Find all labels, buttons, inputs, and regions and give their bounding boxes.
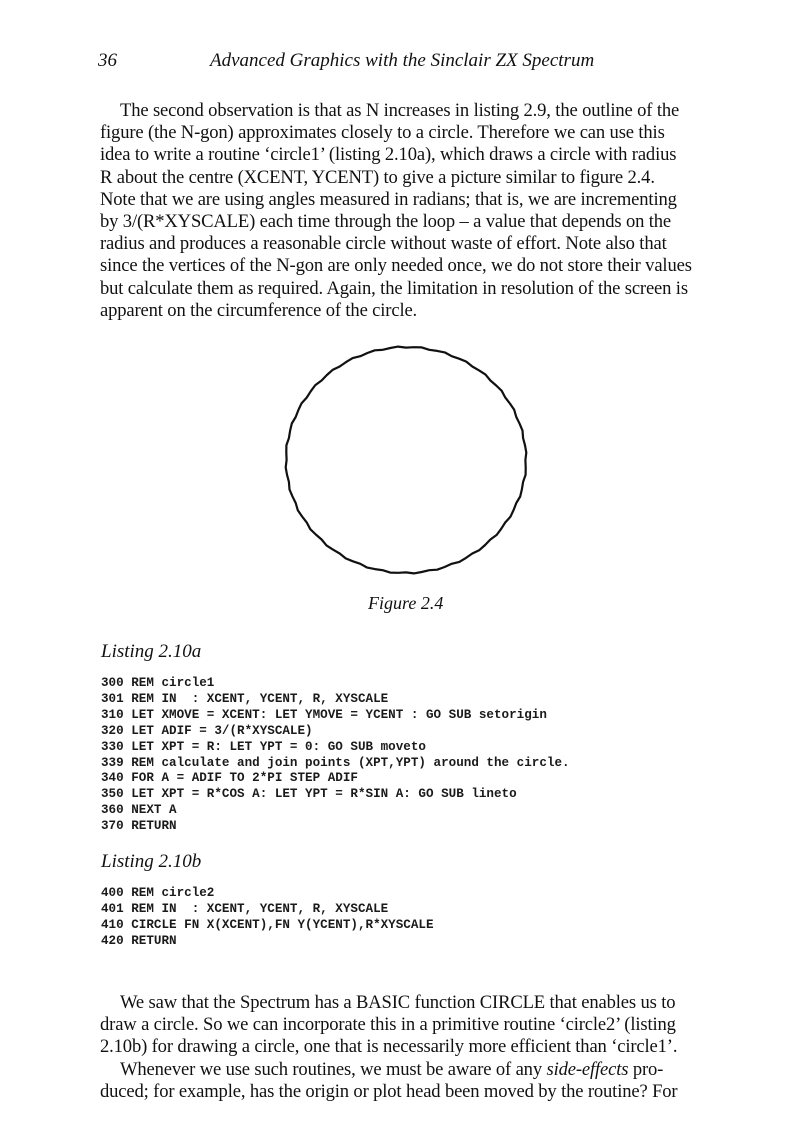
text-run: pro- <box>628 1058 664 1080</box>
text-line: Note that we are using angles measured in radians; that is, we are incrementing <box>100 188 677 210</box>
code-line: 370 RETURN <box>101 819 177 834</box>
page-number: 36 <box>98 50 117 71</box>
text-line: The second observation is that as N increases in listing 2.9, the outline of the <box>120 100 680 121</box>
code-line: 339 REM calculate and join points (XPT,YPT) around the circle. <box>101 755 570 770</box>
paragraph-circle1-intro <box>100 100 722 322</box>
listing-a-title: Listing 2.10a <box>101 641 202 662</box>
text-line <box>100 1059 722 1081</box>
code-line: 301 REM IN : XCENT, YCENT, R, XYSCALE <box>101 691 389 706</box>
text-line: R about the centre (XCENT, YCENT) to give a picture similar to figure 2.4. <box>100 166 655 188</box>
code-line: 410 CIRCLE FN X(XCENT),FN Y(YCENT),R*XYSCALE <box>101 917 434 932</box>
circle-outline <box>286 347 527 574</box>
book-title: Advanced Graphics with the Sinclair ZX Spectrum <box>210 50 595 71</box>
text-line: idea to write a routine ‘circle1’ (listing 2.10a), which draws a circle with radius <box>100 144 677 166</box>
text-line: by 3/(R*XYSCALE) each time through the loop – a value that depends on the <box>100 211 672 233</box>
listing-b-title: Listing 2.10b <box>101 851 202 872</box>
text-line: draw a circle. So we can incorporate this in a primitive routine ‘circle2’ (listing <box>100 1014 676 1036</box>
code-line: 420 RETURN <box>101 933 177 948</box>
listing-b-code <box>101 886 434 950</box>
listing-a-code <box>101 676 570 835</box>
code-line: 300 REM circle1 <box>101 676 215 690</box>
text-line: We saw that the Spectrum has a BASIC function CIRCLE that enables us to <box>120 992 676 1013</box>
code-line: 310 LET XMOVE = XCENT: LET YMOVE = YCENT : GO SUB setorigin <box>101 707 547 722</box>
code-line: 360 NEXT A <box>101 803 177 818</box>
text-line: since the vertices of the N-gon are only needed once, we do not store their values <box>100 255 692 277</box>
code-line: 330 LET XPT = R: LET YPT = 0: GO SUB moveto <box>101 739 426 754</box>
code-line: 400 REM circle2 <box>101 886 215 900</box>
text-line: radius and produces a reasonable circle without waste of effort. Note also that <box>100 233 667 255</box>
figure-caption: Figure 2.4 <box>368 593 444 613</box>
text-line: duced; for example, has the origin or plot head been moved by the routine? For <box>100 1080 678 1102</box>
text-line: figure (the N-gon) approximates closely to a circle. Therefore we can use this <box>100 122 665 144</box>
text-line: 2.10b) for drawing a circle, one that is necessarily more efficient than ‘circle1’. <box>100 1036 678 1058</box>
code-line: 320 LET ADIF = 3/(R*XYSCALE) <box>101 723 313 738</box>
text-line: apparent on the circumference of the circle. <box>100 299 418 321</box>
paragraph-circle2 <box>100 992 722 1103</box>
code-line: 340 FOR A = ADIF TO 2*PI STEP ADIF <box>101 771 358 786</box>
text-line: but calculate them as required. Again, the limitation in resolution of the screen is <box>100 277 688 299</box>
emphasis-side-effects: side-effects <box>546 1058 629 1080</box>
figure-circle-drawing <box>270 330 550 580</box>
text-run: Whenever we use such routines, we must be aware of any <box>120 1058 547 1080</box>
code-line: 350 LET XPT = R*COS A: LET YPT = R*SIN A: GO SUB lineto <box>101 787 517 802</box>
code-line: 401 REM IN : XCENT, YCENT, R, XYSCALE <box>101 901 389 916</box>
running-head <box>98 50 718 74</box>
